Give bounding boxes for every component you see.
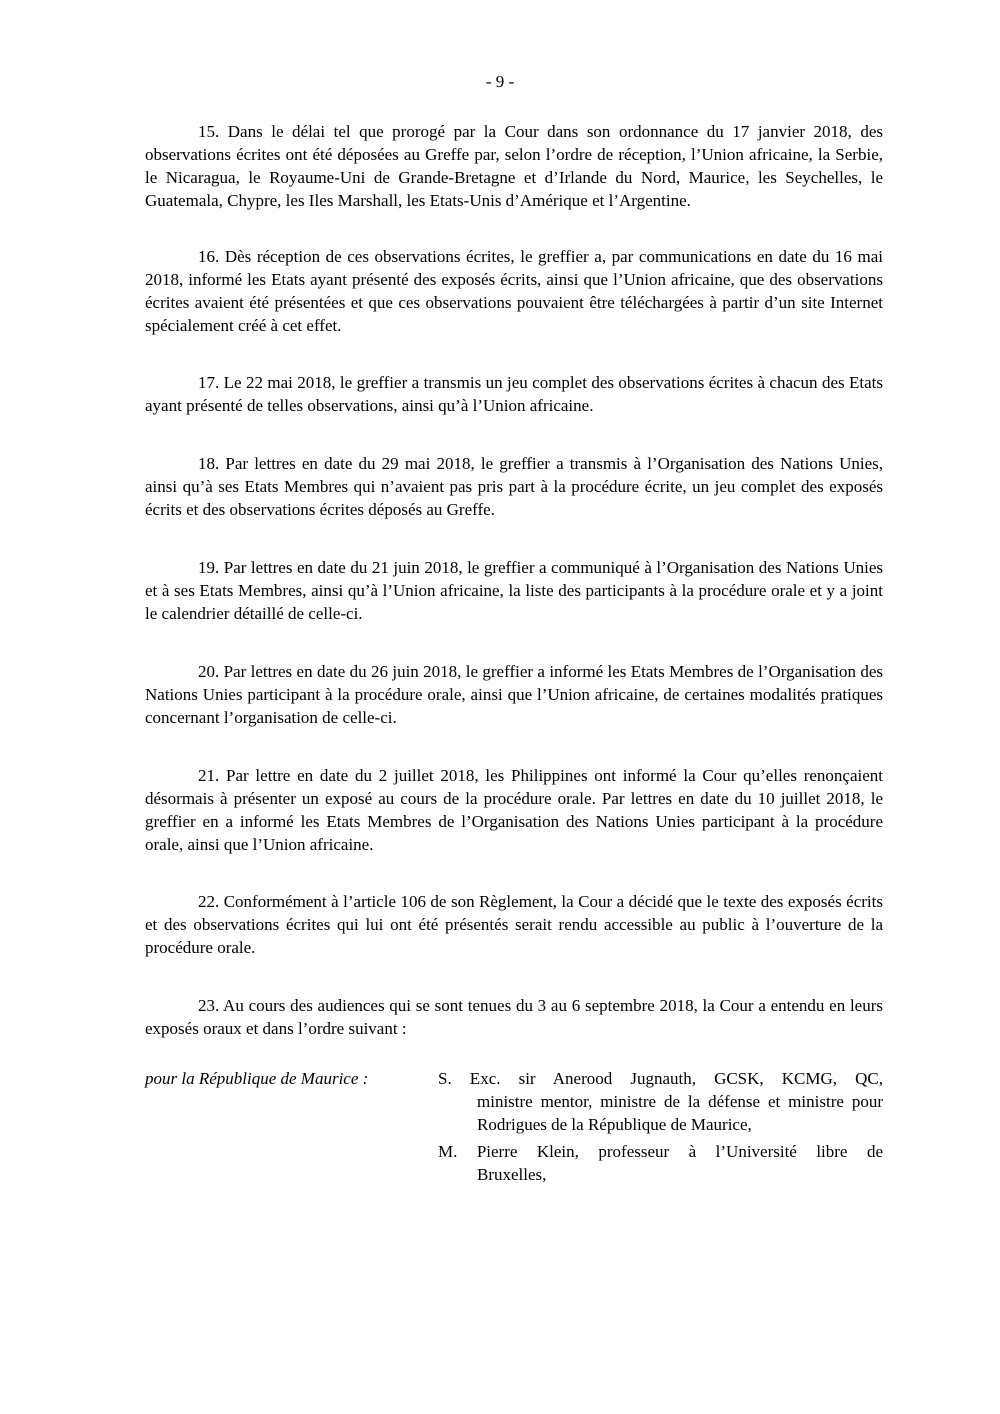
paragraph-16: 16. Dès réception de ces observations écrites, le greffier a, par communications en date du 16 mai 2018, informé les Etats ayant présenté des exposés écrits, ainsi que l’Union africaine, que des observations écrites avaient été présentées et que ces observations pouvaient être téléchargées à partir d’un site Internet spécialement créé à cet effet. bbox=[145, 247, 883, 335]
paragraph-20: 20. Par lettres en date du 26 juin 2018, le greffier a informé les Etats Membres de l’Organisation des Nations Unies participant à la procédure orale, ainsi que l’Union africaine, de certaines modalités pratiques concernant l’organisation de celle-ci. bbox=[145, 662, 883, 727]
page-number: - 9 - bbox=[485, 72, 515, 91]
paragraph-23: 23. Au cours des audiences qui se sont tenues du 3 au 6 septembre 2018, la Cour a entendu en leurs exposés oraux et dans l’ordre suivant : bbox=[145, 996, 883, 1038]
delegation-label: pour la République de Maurice : bbox=[145, 1069, 369, 1088]
counsel-entry bbox=[438, 1067, 883, 1136]
paragraph-18: 18. Par lettres en date du 29 mai 2018, le greffier a transmis à l’Organisation des Nations Unies, ainsi qu’à ses Etats Membres qui n’avaient pas pris part à la procédure écrite, un jeu complet des exposés écrits et des observations écrites déposés au Greffe. bbox=[145, 454, 883, 519]
paragraph-21: 21. Par lettre en date du 2 juillet 2018, les Philippines ont informé la Cour qu’elles renonçaient désormais à présenter un exposé au cours de la procédure orale. Par lettres en date du 10 juillet 2018, le greffier en a informé les Etats Membres de l’Organisation des Nations Unies participant à la procédure orale, ainsi que l’Union africaine. bbox=[145, 766, 883, 854]
paragraph-22: 22. Conformément à l’article 106 de son Règlement, la Cour a décidé que le texte des exposés écrits et des observations écrites qui lui ont été présentés serait rendu accessible au public à l’ouverture de la procédure orale. bbox=[145, 892, 883, 957]
counsel-entry bbox=[438, 1140, 883, 1186]
counsel-entry-title: Bruxelles, bbox=[477, 1165, 547, 1184]
paragraph-19: 19. Par lettres en date du 21 juin 2018, le greffier a communiqué à l’Organisation des Nations Unies et à ses Etats Membres, ainsi qu’à l’Union africaine, la liste des participants à la procédure orale et y a joint le calendrier détaillé de celle-ci. bbox=[145, 558, 883, 623]
paragraph-17: 17. Le 22 mai 2018, le greffier a transmis un jeu complet des observations écrites à chacun des Etats ayant présenté de telles observations, ainsi qu’à l’Union africaine. bbox=[145, 373, 883, 415]
paragraph-15: 15. Dans le délai tel que prorogé par la Cour dans son ordonnance du 17 janvier 2018, des observations écrites ont été déposées au Greffe par, selon l’ordre de réception, l’Union africaine, la Serbie, le Nicaragua, le Royaume-Uni de Grande-Bretagne et d’Irlande du Nord, Maurice, les Seychelles, le Guatemala, Chypre, les Iles Marshall, les Etats-Unis d’Amérique et l’Argentine. bbox=[145, 122, 883, 210]
counsel-entry-name: M. Pierre Klein, professeur à l’Université libre de bbox=[438, 1142, 883, 1161]
counsel-entry-title: ministre mentor, ministre de la défense et ministre pour Rodrigues de la République de Maurice, bbox=[477, 1092, 883, 1134]
counsel-entry-name: S. Exc. sir Anerood Jugnauth, GCSK, KCMG, QC, bbox=[438, 1069, 883, 1088]
